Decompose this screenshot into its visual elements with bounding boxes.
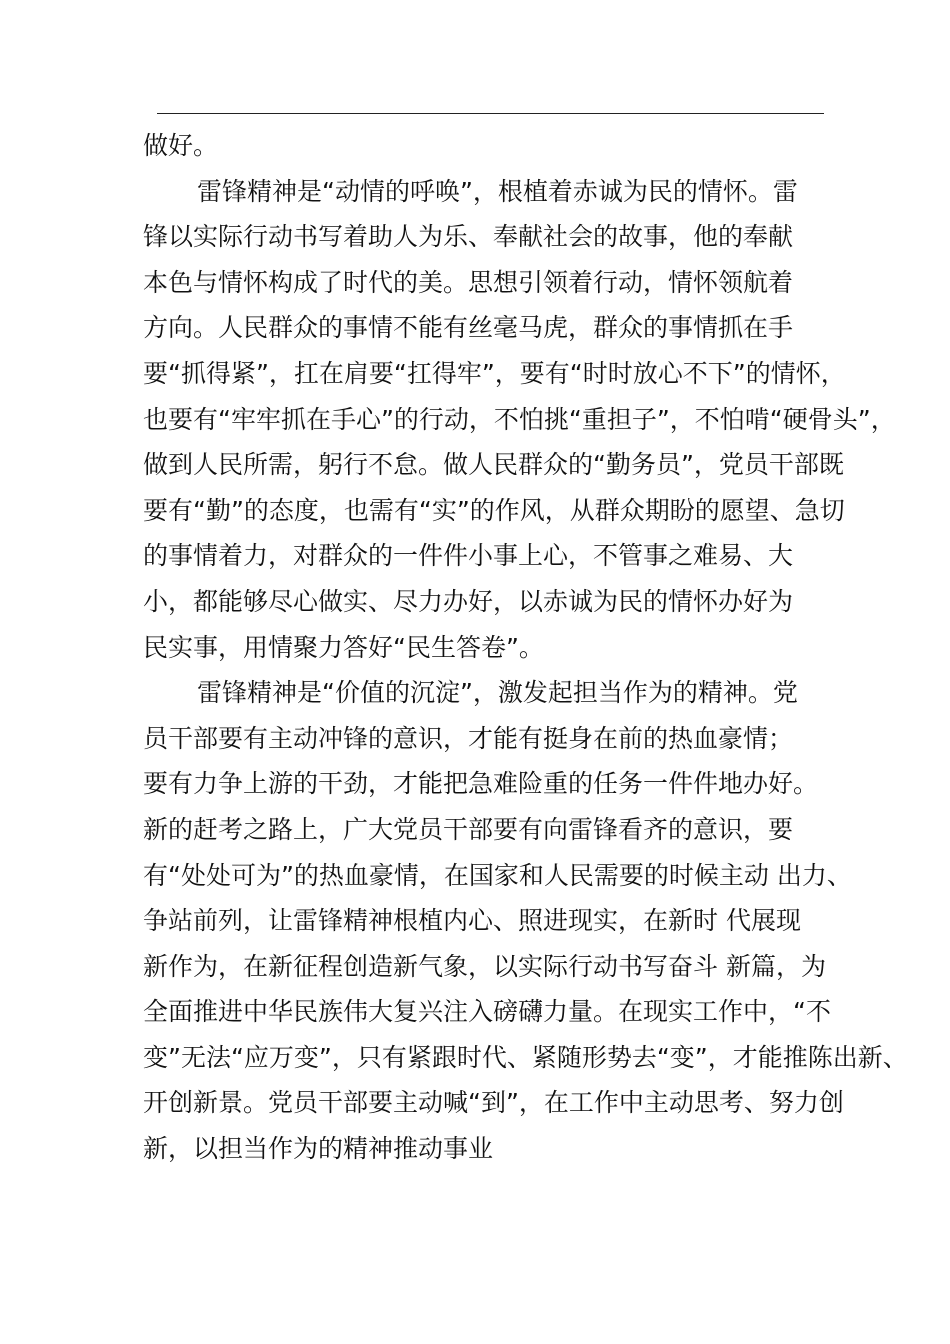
- text-line: 做到人民所需，躬行不怠。做人民群众的“勤务员”，党员干部既: [143, 450, 844, 480]
- text-line: 新作为，在新征程创造新气象，以实际行动书写奋斗 新篇，为: [143, 951, 826, 981]
- text-line: 争站前列，让雷锋精神根植内心、照进现实，在新时 代展现: [143, 906, 801, 936]
- text-line: 也要有“牢牢抓在手心”的行动，不怕挑“重担子”，不怕啃“硬骨头”，: [143, 404, 896, 434]
- text-line: 全面推进中华民族伟大复兴注入磅礴力量。在现实工作中，“不: [143, 997, 831, 1027]
- text-line: 小，都能够尽心做实、尽力办好，以赤诚为民的情怀办好为: [143, 586, 794, 616]
- text-line: 新的赶考之路上，广大党员干部要有向雷锋看齐的意识，要: [143, 814, 794, 844]
- text-line: 有“处处可为”的热血豪情，在国家和人民需要的时候主动 出力、: [143, 860, 852, 890]
- text-line: 的事情着力，对群众的一件件小事上心，不管事之难易、大: [143, 541, 794, 571]
- text-line: 做好。: [143, 131, 219, 160]
- text-line: 员干部要有主动冲锋的意识，才能有挺身在前的热血豪情；: [143, 723, 794, 753]
- text-line: 民实事，用情聚力答好“民生答卷”。: [143, 632, 544, 662]
- header-rule: [157, 113, 824, 114]
- paragraph-start-line: 雷锋精神是“动情的呼唤”，根植着赤诚为民的情怀。雷: [197, 176, 798, 206]
- text-line: 新，以担当作为的精神推动事业: [143, 1134, 494, 1164]
- paragraph-start-line: 雷锋精神是“价值的沉淀”，激发起担当作为的精神。党: [197, 678, 798, 708]
- document-body: [143, 123, 908, 1172]
- text-line: 要“抓得紧”，扛在肩要“扛得牢”，要有“时时放心不下”的情怀，: [143, 358, 846, 388]
- text-line: 要有力争上游的干劲，才能把急难险重的任务一件件地办好。: [143, 769, 819, 799]
- text-line: 变”无法“应万变”，只有紧跟时代、紧随形势去“变”，才能推陈出新、: [143, 1042, 908, 1072]
- text-line: 本色与情怀构成了时代的美。思想引领着行动，情怀领航着: [143, 267, 794, 297]
- text-line: 方向。人民群众的事情不能有丝毫马虎，群众的事情抓在手: [143, 313, 794, 343]
- text-line: 锋以实际行动书写着助人为乐、奉献社会的故事，他的奉献: [143, 222, 794, 252]
- text-line: 开创新景。党员干部要主动喊“到”，在工作中主动思考、努力创: [143, 1088, 844, 1118]
- text-line: 要有“勤”的态度，也需有“实”的作风，从群众期盼的愿望、急切: [143, 495, 845, 525]
